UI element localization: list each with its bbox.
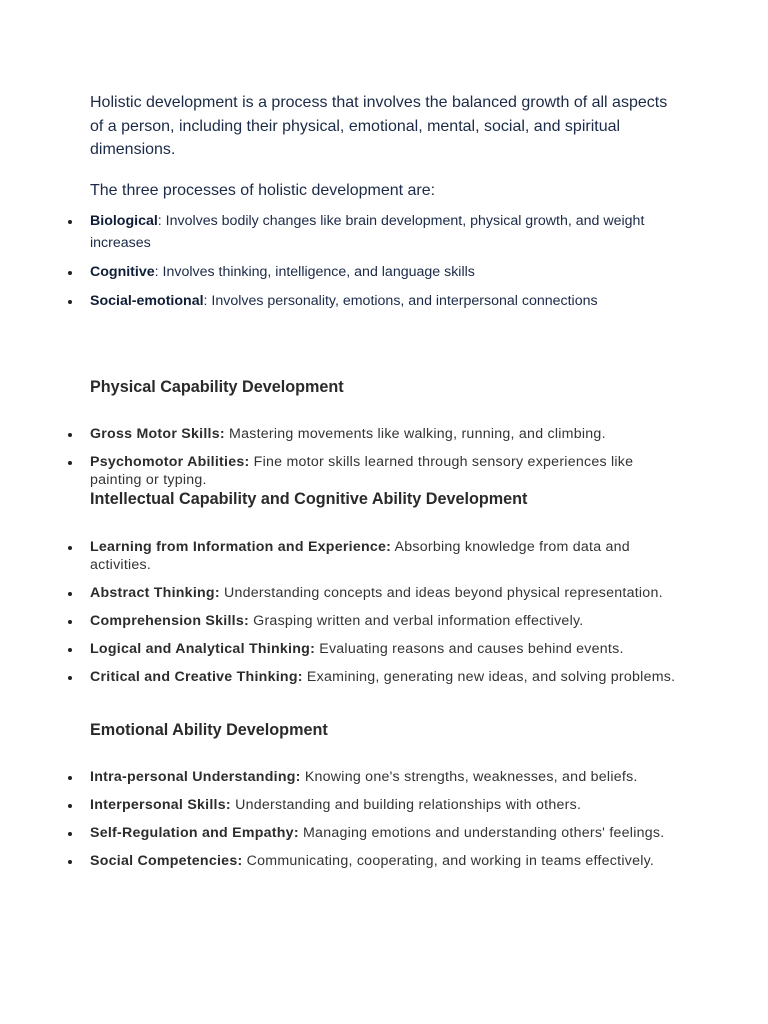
item-term: Cognitive <box>90 263 155 280</box>
item-description: Communicating, cooperating, and working in teams effectively. <box>242 853 655 869</box>
section-title-emotional: Emotional Ability Development <box>90 721 328 739</box>
item-description: Understanding and building relationships with others. <box>230 797 582 813</box>
section-title-intellectual: Intellectual Capability and Cognitive Ability Development <box>90 490 528 508</box>
item-term: Gross Motor Skills: <box>90 426 225 442</box>
list-item <box>90 454 680 489</box>
intro-paragraph: Holistic development is a process that involves the balanced growth of all aspects of a person, including their physical, emotional, mental, social, and spiritual dimensions. <box>90 94 668 158</box>
item-description: : Involves bodily changes like brain development, physical growth, and weight increases <box>90 213 645 251</box>
list-item <box>90 641 680 659</box>
item-term: Logical and Analytical Thinking: <box>90 640 316 657</box>
item-term: Comprehension Skills: <box>90 612 249 629</box>
list-item <box>90 426 680 444</box>
list-item <box>90 669 680 687</box>
list-item <box>90 539 680 574</box>
list-item <box>90 613 680 631</box>
item-description: Mastering movements like walking, running, and climbing. <box>224 426 606 442</box>
section-title-physical: Physical Capability Development <box>90 378 344 396</box>
item-term: Self-Regulation and Empathy: <box>90 825 299 841</box>
item-description: Evaluating reasons and causes behind events. <box>315 640 624 657</box>
item-term: Social Competencies: <box>90 853 243 869</box>
item-term: Biological <box>90 213 158 229</box>
item-description: Fine motor skills learned through sensory experiences like painting or typing. <box>90 454 634 488</box>
item-term: Critical and Creative Thinking: <box>90 668 303 685</box>
item-description: Understanding concepts and ideas beyond physical representation. <box>219 584 663 601</box>
list-item <box>90 797 680 815</box>
item-term: Interpersonal Skills: <box>90 797 231 813</box>
list-item <box>90 585 680 603</box>
item-term: Psychomotor Abilities: <box>90 454 250 470</box>
list-item <box>90 853 680 871</box>
list-item <box>90 769 680 787</box>
item-description: : Involves personality, emotions, and interpersonal connections <box>203 292 598 309</box>
item-term: Abstract Thinking: <box>90 584 220 601</box>
list-item-social-emotional <box>90 291 650 313</box>
item-term: Social-emotional <box>90 292 204 309</box>
list-item-cognitive <box>90 262 650 284</box>
item-term: Learning from Information and Experience: <box>90 539 392 555</box>
item-description: Grasping written and verbal information effectively. <box>248 612 584 629</box>
item-description: : Involves thinking, intelligence, and language skills <box>154 263 475 280</box>
item-term: Intra-personal Understanding: <box>90 769 301 785</box>
item-description: Examining, generating new ideas, and solving problems. <box>302 668 676 685</box>
processes-list <box>90 211 650 320</box>
section-list-emotional <box>90 769 680 881</box>
list-item <box>90 825 680 843</box>
item-description: Absorbing knowledge from data and activities. <box>90 539 630 573</box>
item-description: Knowing one's strengths, weaknesses, and beliefs. <box>300 769 638 785</box>
section-list-intellectual <box>90 539 680 697</box>
item-description: Managing emotions and understanding others' feelings. <box>298 825 665 841</box>
processes-lead: The three processes of holistic development are: <box>90 182 436 199</box>
list-item-biological <box>90 211 650 254</box>
